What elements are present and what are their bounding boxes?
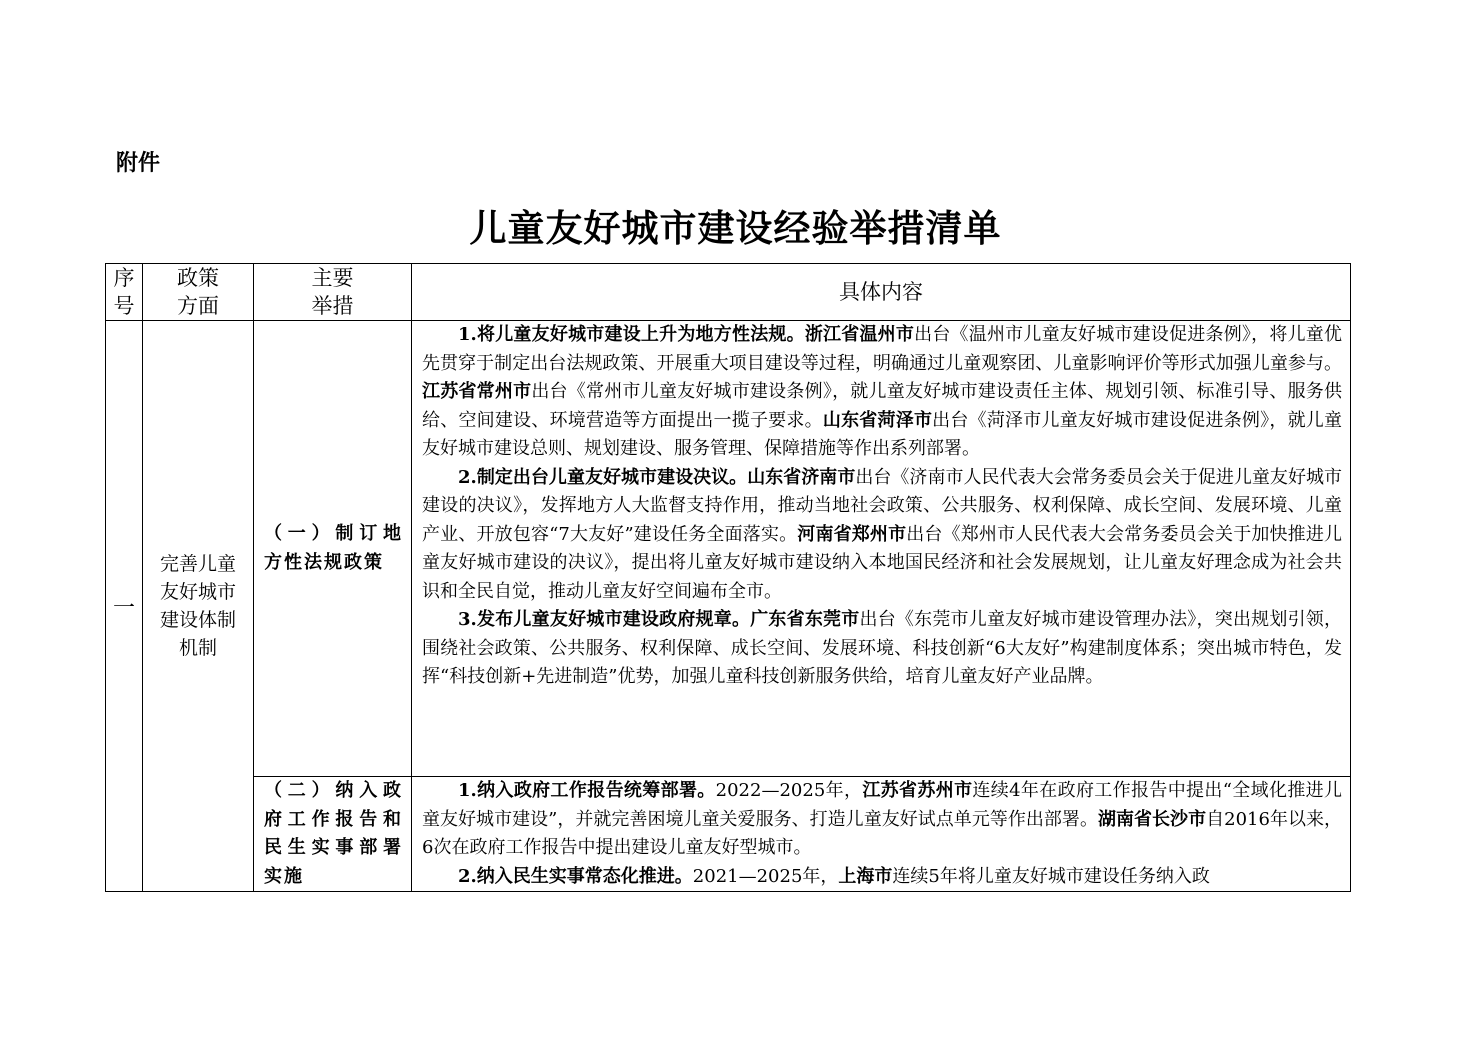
detail-bold-text: 1.将儿童友好城市建设上升为地方性法规。 (458, 324, 805, 345)
detail-text: 出台《东莞市儿童友好城市建设管理办法》，突出规划引领，围绕社会政策、公共服务、权利保障、成长空间、发展环境、科技创新“6大友好”构建制度体系；突出城市特色，发挥“科技创新+先进制造”优势，加强儿童科技创新服务供给，培育儿童友好产业品牌。 (422, 609, 1343, 687)
detail-text: 出台《温州市儿童友好城市建设促进条例》，将儿童优先贯穿于制定出台法规政策、开展重大项目建设等过程，明确通过儿童观察团、儿童影响评价等形式加强儿童参与。 (422, 324, 1342, 374)
measure-label-1: （一）制订地方性法规政策 (254, 321, 412, 777)
detail-text: 连续5年将儿童友好城市建设任务纳入政 (892, 865, 1210, 887)
detail-paragraph (422, 606, 1342, 692)
detail-text: 出台《郑州市人民代表大会常务委员会关于加快推进儿童友好城市建设的决议》，提出将儿童友好城市建设纳入本地国民经济和社会发展规划，让儿童友好理念成为社会共识和全民自觉，推动儿童友好空间遍布全市。 (422, 523, 1343, 602)
detail-paragraph (422, 777, 1342, 863)
header-index-line-1: 序 (113, 266, 135, 290)
header-measure-line-2: 举措 (311, 294, 354, 318)
detail-bold-text: 1.纳入政府工作报告统筹部署。 (458, 780, 716, 801)
detail-text: 自2016年以来，6次在政府工作报告中提出建设儿童友好型城市。 (422, 808, 1342, 858)
measure-detail-2 (412, 777, 1351, 892)
header-index (106, 264, 143, 321)
header-measure-line-1: 主要 (311, 266, 354, 290)
measure-detail-1 (412, 321, 1351, 777)
detail-text: 2021—2025年， (692, 865, 839, 887)
detail-bold-text: 广东省东莞市 (750, 609, 860, 630)
detail-text: 出台《常州市儿童友好城市建设条例》，就儿童友好城市建设责任主体、规划引领、标准引导、服务供给、空间建设、环境营造等方面提出一揽子要求。 (422, 381, 1343, 431)
detail-paragraph (422, 321, 1342, 464)
measure-label-2: （二）纳入政府工作报告和民生实事部署实施 (254, 777, 412, 892)
detail-text: 出台《济南市人民代表大会常务委员会关于促进儿童友好城市建设的决议》，发挥地方人大监督支持作用，推动当地社会政策、公共服务、权利保障、成长空间、发展环境、儿童产业、开放包容“7大友好”建设任务全面落实。 (422, 466, 1343, 545)
header-policy-line-2: 方面 (177, 294, 219, 318)
detail-bold-text: 2.制定出台儿童友好城市建设决议。 (458, 466, 748, 488)
row-policy: 完善儿童友好城市建设体制机制 (143, 321, 254, 892)
header-index-line-2: 号 (113, 294, 135, 318)
attachment-label: 附件 (116, 151, 161, 176)
measure-detail-2-content (422, 777, 1342, 891)
detail-bold-text: 上海市 (838, 865, 893, 887)
detail-paragraph (422, 464, 1342, 607)
header-policy-line-1: 政策 (177, 266, 219, 290)
header-detail: 具体内容 (412, 264, 1351, 321)
detail-text: 连续4年在政府工作报告中提出“全域化推进儿童友好城市建设”，并就完善困境儿童关爱服务、打造儿童友好试点单元等作出部署。 (422, 780, 1342, 830)
measure-detail-1-content (422, 321, 1342, 692)
detail-bold-text: 山东省菏泽市 (822, 409, 933, 431)
detail-bold-text: 浙江省温州市 (804, 324, 915, 345)
detail-bold-text: 2.纳入民生实事常态化推进。 (458, 865, 693, 887)
detail-bold-text: 江苏省常州市 (422, 381, 532, 402)
header-policy (143, 264, 254, 321)
measures-table (105, 263, 1351, 892)
detail-text: 出台《菏泽市儿童友好城市建设促进条例》，就儿童友好城市建设总则、规划建设、服务管理、保障措施等作出系列部署。 (422, 409, 1343, 459)
detail-paragraph (422, 863, 1342, 892)
detail-bold-text: 山东省济南市 (747, 466, 856, 488)
detail-bold-text: 3.发布儿童友好城市建设政府规章。 (458, 609, 751, 630)
table-header-row (106, 264, 1351, 321)
detail-bold-text: 河南省郑州市 (797, 523, 907, 545)
document-title: 儿童友好城市建设经验举措清单 (469, 206, 1002, 250)
detail-bold-text: 湖南省长沙市 (1097, 808, 1207, 830)
detail-text: 2022—2025年， (715, 780, 863, 801)
table-row (106, 777, 1351, 892)
table-row (106, 321, 1351, 777)
detail-bold-text: 江苏省苏州市 (862, 780, 973, 801)
header-measure (254, 264, 412, 321)
row-index: 一 (106, 321, 143, 892)
